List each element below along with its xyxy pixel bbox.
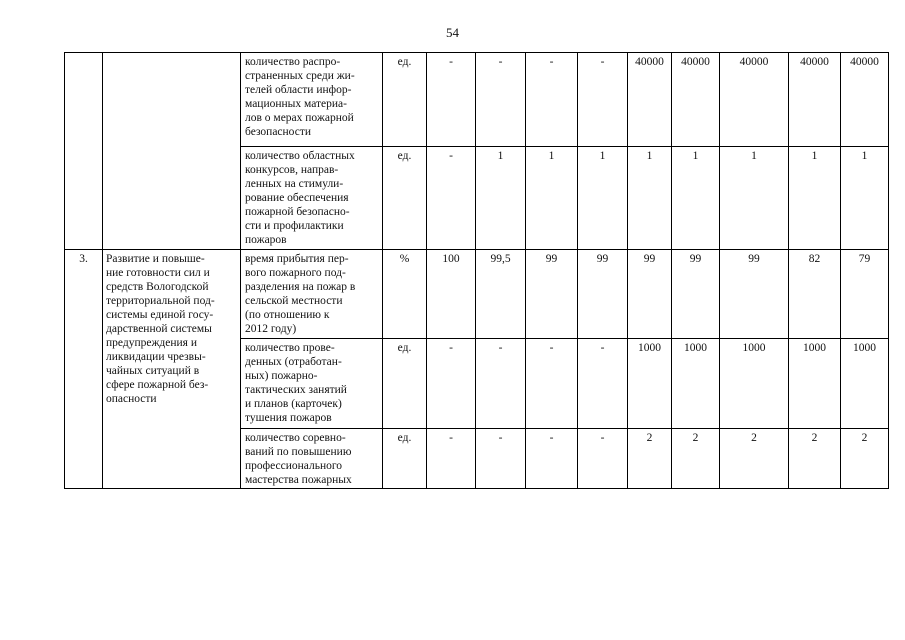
indicators-table — [64, 52, 889, 489]
value-cell: - — [427, 147, 476, 250]
value-cell: 99 — [628, 250, 672, 339]
value-cell: 1 — [789, 147, 841, 250]
unit-cell: ед. — [383, 429, 427, 489]
value-cell: 1 — [526, 147, 578, 250]
value-cell: 2 — [720, 429, 789, 489]
value-cell: - — [476, 429, 526, 489]
unit-cell: % — [383, 250, 427, 339]
value-cell: 2 — [841, 429, 889, 489]
value-cell: 1000 — [628, 339, 672, 429]
section-cell — [103, 53, 241, 250]
row-number: 3. — [65, 250, 103, 489]
table-row — [65, 250, 889, 339]
page-number: 54 — [446, 25, 459, 40]
value-cell: 40000 — [672, 53, 720, 147]
indicator-cell: количество распро- страненных среди жи- телей области инфор- мационных материа- лов о мерах пожарной безопасности — [241, 53, 383, 147]
value-cell: 1 — [720, 147, 789, 250]
value-cell: 1 — [578, 147, 628, 250]
value-cell: 40000 — [628, 53, 672, 147]
value-cell: 99 — [720, 250, 789, 339]
unit-cell: ед. — [383, 53, 427, 147]
value-cell: - — [476, 53, 526, 147]
value-cell: 2 — [789, 429, 841, 489]
value-cell: - — [526, 429, 578, 489]
value-cell: 40000 — [789, 53, 841, 147]
indicator-cell: количество прове- денных (отработан- ных) пожарно- тактических занятий и планов (карточек) тушения пожаров — [241, 339, 383, 429]
value-cell: 2 — [672, 429, 720, 489]
indicator-cell: количество соревно- ваний по повышению профессионального мастерства пожарных — [241, 429, 383, 489]
value-cell: 99 — [672, 250, 720, 339]
value-cell: 1000 — [789, 339, 841, 429]
value-cell: 1 — [476, 147, 526, 250]
row-number — [65, 53, 103, 250]
value-cell: - — [526, 339, 578, 429]
value-cell: 1 — [672, 147, 720, 250]
value-cell: 79 — [841, 250, 889, 339]
section-cell: Развитие и повыше- ние готовности сил и средств Вологодской территориальной под- системы единой госу- дарственной системы предупреждения и ликвидации чрезвы- чайных ситуаций в сфере пожарной без- опасности — [103, 250, 241, 489]
value-cell: - — [578, 429, 628, 489]
value-cell: - — [427, 339, 476, 429]
value-cell: 1000 — [841, 339, 889, 429]
indicator-cell: количество областных конкурсов, направ- ленных на стимули- рование обеспечения пожарной безопасно- сти и профилактики пожаров — [241, 147, 383, 250]
value-cell: 1 — [628, 147, 672, 250]
value-cell: 100 — [427, 250, 476, 339]
value-cell: 1 — [841, 147, 889, 250]
indicator-cell: время прибытия пер- вого пожарного под- разделения на пожар в сельской местности (по отношению к 2012 году) — [241, 250, 383, 339]
value-cell: - — [526, 53, 578, 147]
table-row — [65, 53, 889, 147]
value-cell: 99,5 — [476, 250, 526, 339]
value-cell: 82 — [789, 250, 841, 339]
value-cell: 40000 — [720, 53, 789, 147]
value-cell: 1000 — [720, 339, 789, 429]
value-cell: - — [578, 339, 628, 429]
value-cell: - — [427, 429, 476, 489]
value-cell: - — [578, 53, 628, 147]
value-cell: - — [427, 53, 476, 147]
value-cell: 2 — [628, 429, 672, 489]
value-cell: 40000 — [841, 53, 889, 147]
value-cell: 99 — [526, 250, 578, 339]
unit-cell: ед. — [383, 339, 427, 429]
unit-cell: ед. — [383, 147, 427, 250]
value-cell: - — [476, 339, 526, 429]
value-cell: 1000 — [672, 339, 720, 429]
value-cell: 99 — [578, 250, 628, 339]
